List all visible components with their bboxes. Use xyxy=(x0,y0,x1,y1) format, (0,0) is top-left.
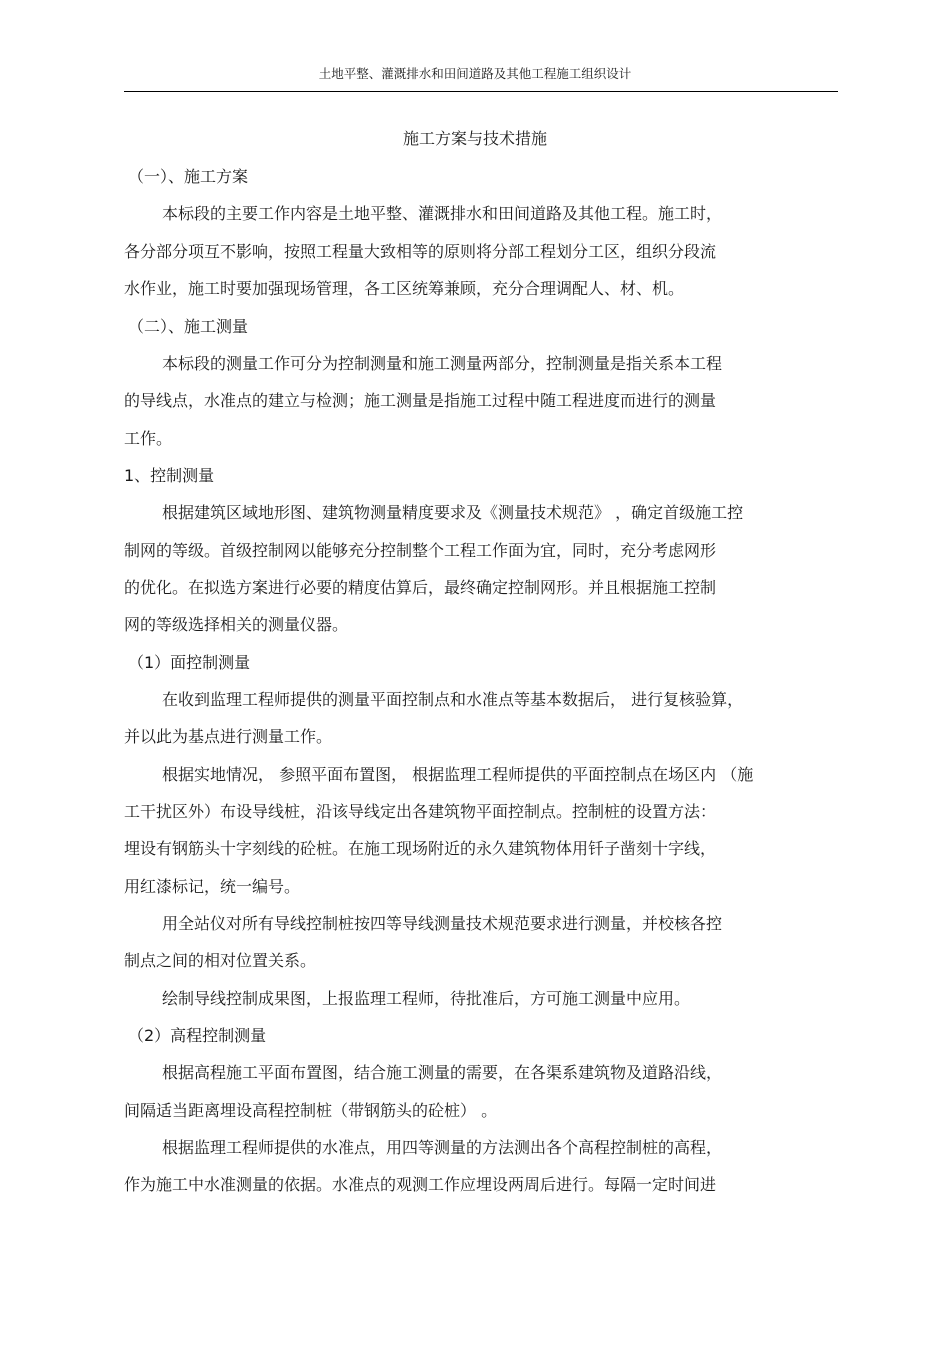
paragraph-line: 根据实地情况， 参照平面布置图， 根据监理工程师提供的平面控制点在场区内 （施 xyxy=(162,765,754,784)
paragraph-line: 制点之间的相对位置关系。 xyxy=(124,951,317,970)
paragraph-line: 并以此为基点进行测量工作。 xyxy=(124,727,333,746)
paragraph-line: 本标段的主要工作内容是土地平整、灌溉排水和田间道路及其他工程。施工时， xyxy=(162,204,723,223)
paragraph-line: 本标段的测量工作可分为控制测量和施工测量两部分，控制测量是指关系本工程 xyxy=(162,354,723,373)
paragraph-line: 作为施工中水准测量的依据。水准点的观测工作应埋设两周后进行。每隔一定时间进 xyxy=(124,1175,717,1194)
paragraph-line: 工干扰区外）布设导线桩，沿该导线定出各建筑物平面控制点。控制桩的设置方法： xyxy=(124,802,717,821)
subsection-heading: （2）高程控制测量 xyxy=(128,1026,267,1045)
paragraph-line: 间隔适当距离埋设高程控制桩（带钢筋头的砼桩） 。 xyxy=(124,1101,498,1120)
paragraph-line: 埋设有钢筋头十字刻线的砼桩。在施工现场附近的永久建筑物体用钎子凿刻十字线， xyxy=(124,839,717,858)
paragraph-line: 的优化。在拟选方案进行必要的精度估算后，最终确定控制网形。并且根据施工控制 xyxy=(124,578,717,597)
paragraph-line: 网的等级选择相关的测量仪器。 xyxy=(124,615,349,634)
paragraph-line: 在收到监理工程师提供的测量平面控制点和水准点等基本数据后， 进行复核验算， xyxy=(162,690,744,709)
paragraph-line: 工作。 xyxy=(124,429,173,448)
paragraph-line: 根据监理工程师提供的水准点，用四等测量的方法测出各个高程控制桩的高程， xyxy=(162,1138,723,1157)
paragraph-line: 水作业，施工时要加强现场管理，各工区统筹兼顾，充分合理调配人、材、机。 xyxy=(124,279,685,298)
paragraph-line: 用全站仪对所有导线控制桩按四等导线测量技术规范要求进行测量，并校核各控 xyxy=(162,914,723,933)
section-heading: （二）、施工测量 xyxy=(128,317,249,336)
paragraph-line: 根据高程施工平面布置图，结合施工测量的需要，在各渠系建筑物及道路沿线， xyxy=(162,1063,723,1082)
running-header: 土地平整、灌溉排水和田间道路及其他工程施工组织设计 xyxy=(318,66,632,81)
paragraph-line: 用红漆标记，统一编号。 xyxy=(124,877,301,896)
paragraph-line: 各分部分项互不影响，按照工程量大致相等的原则将分部工程划分工区，组织分段流 xyxy=(124,242,717,261)
paragraph-line: 绘制导线控制成果图，上报监理工程师，待批准后，方可施工测量中应用。 xyxy=(162,989,691,1008)
subsection-heading: 1、控制测量 xyxy=(124,466,215,485)
section-heading: （一）、施工方案 xyxy=(128,167,249,186)
paragraph-line: 根据建筑区域地形图、建筑物测量精度要求及《测量技术规范》 ，确定首级施工控 xyxy=(162,503,744,522)
paragraph-line: 的导线点，水准点的建立与检测；施工测量是指施工过程中随工程进度而进行的测量 xyxy=(124,391,717,410)
document-title: 施工方案与技术措施 xyxy=(402,129,547,148)
header-rule xyxy=(124,91,838,92)
paragraph-line: 制网的等级。首级控制网以能够充分控制整个工程工作面为宜，同时，充分考虑网形 xyxy=(124,541,717,560)
subsection-heading: （1）面控制测量 xyxy=(128,653,251,672)
